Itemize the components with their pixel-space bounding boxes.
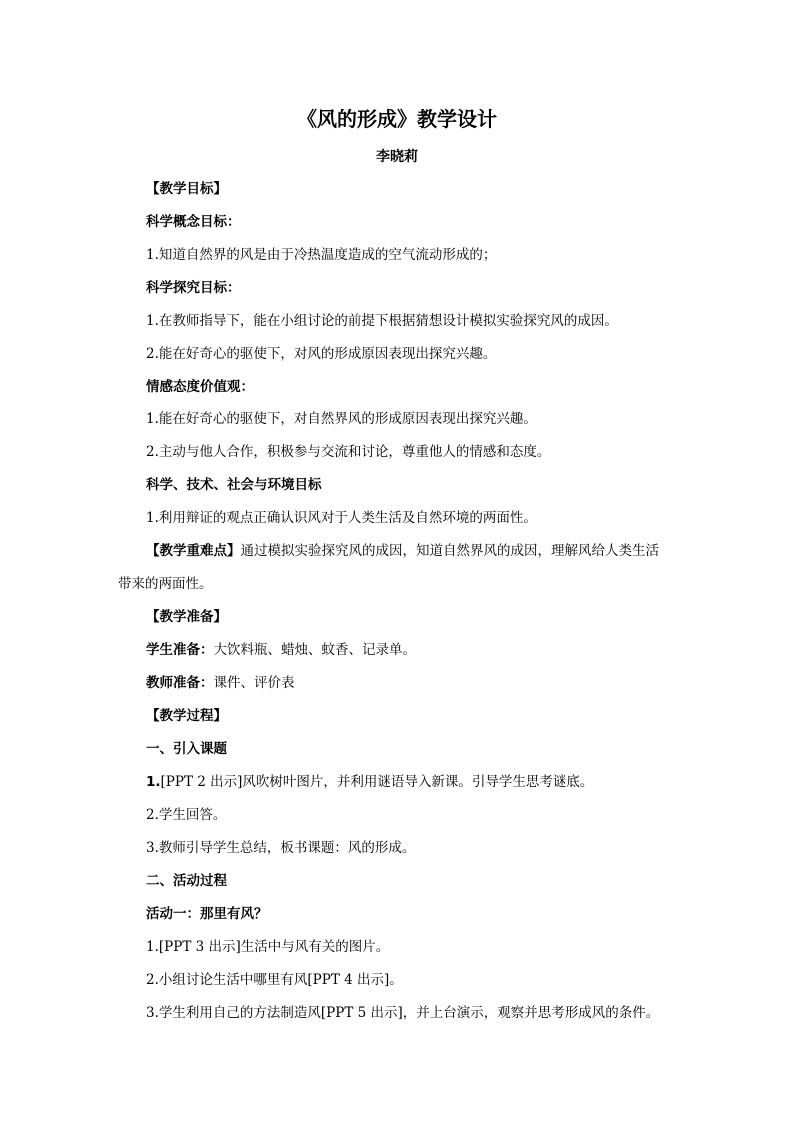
section1-item-1 <box>146 771 593 793</box>
concept-item-1: 1.知道自然界的风是由于冷热温度造成的空气流动形成的； <box>146 247 497 263</box>
key-points-text: 通过模拟实验探究风的成因，知道自然界风的成因，理解风给人类生活 <box>240 543 659 559</box>
activity1-item-3: 3.学生利用自己的方法制造风[PPT 5 出示]，并上台演示，观察并思考形成风的条件。 <box>146 1005 660 1021</box>
key-points-continuation: 带来的两面性。 <box>118 576 213 592</box>
activity1-item-2: 2.小组讨论生活中哪里有风[PPT 4 出示]。 <box>146 972 403 988</box>
section1-item-1-text: [PPT 2 出示]风吹树叶图片，并利用谜语导入新课。引导学生思考谜底。 <box>160 774 594 790</box>
student-prep-label: 学生准备： <box>146 642 214 658</box>
section1-item-2: 2.学生回答。 <box>146 807 227 823</box>
section1-heading: 一、引入课题 <box>146 741 227 757</box>
key-points-paragraph <box>146 540 659 562</box>
prep-heading: 【教学准备】 <box>146 609 227 625</box>
teacher-prep-label: 教师准备： <box>146 675 214 691</box>
inquiry-item-2: 2.能在好奇心的驱使下，对风的形成原因表现出探究兴趣。 <box>146 346 497 362</box>
student-prep-text: 大饮料瓶、蜡烛、蚊香、记录单。 <box>213 642 416 658</box>
section1-item-1-number: 1. <box>146 774 161 790</box>
sts-item-1: 1.利用辩证的观点正确认识风对于人类生活及自然环境的两面性。 <box>146 510 537 526</box>
inquiry-heading: 科学探究目标： <box>146 280 241 296</box>
attitude-item-2: 2.主动与他人合作，积极参与交流和讨论，尊重他人的情感和态度。 <box>146 444 551 460</box>
section1-item-3: 3.教师引导学生总结，板书课题：风的形成。 <box>146 840 416 856</box>
inquiry-item-1: 1.在教师指导下，能在小组讨论的前提下根据猜想设计模拟实验探究风的成因。 <box>146 313 618 329</box>
student-prep <box>146 639 416 661</box>
attitude-item-1: 1.能在好奇心的驱使下，对自然界风的形成原因表现出探究兴趣。 <box>146 411 537 427</box>
process-heading: 【教学过程】 <box>146 708 227 724</box>
activity1-heading: 活动一：那里有风？ <box>146 906 268 922</box>
section2-heading: 二、活动过程 <box>146 873 227 889</box>
objectives-heading: 【教学目标】 <box>146 181 227 197</box>
key-points-label: 【教学重难点】 <box>146 543 241 559</box>
activity1-item-1: 1.[PPT 3 出示]生活中与风有关的图片。 <box>146 939 390 955</box>
teacher-prep-text: 课件、评价表 <box>213 675 295 691</box>
document-title: 《风的形成》教学设计 <box>297 107 497 131</box>
teacher-prep <box>146 672 295 694</box>
author-name: 李晓莉 <box>376 149 418 165</box>
sts-heading: 科学、技术、社会与环境目标 <box>146 477 322 493</box>
concept-heading: 科学概念目标： <box>146 214 241 230</box>
attitude-heading: 情感态度价值观： <box>146 379 254 395</box>
